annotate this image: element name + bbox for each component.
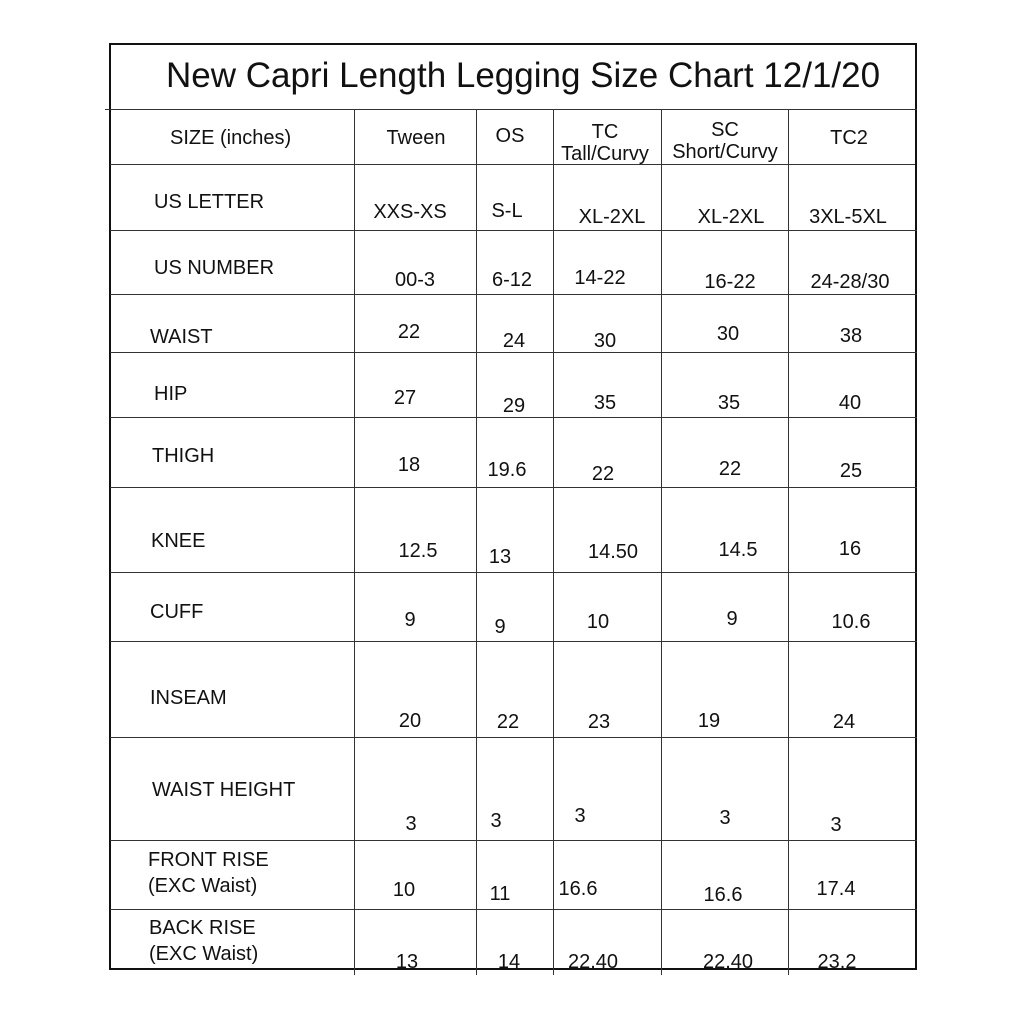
row-label: US NUMBER xyxy=(154,257,275,279)
table-cell: 10 xyxy=(392,879,416,901)
row-label-line2: (EXC Waist) xyxy=(149,943,259,965)
row-label: KNEE xyxy=(151,530,206,552)
table-cell: 14.5 xyxy=(718,539,758,561)
row-divider xyxy=(110,909,917,910)
table-cell: 20 xyxy=(398,710,422,732)
row-divider xyxy=(110,737,917,738)
column-divider xyxy=(354,110,355,975)
table-cell: 25 xyxy=(839,460,863,482)
table-cell: XXS-XS xyxy=(373,201,447,223)
column-divider xyxy=(661,110,662,975)
column-header-tween: Tween xyxy=(386,127,446,149)
row-label: INSEAM xyxy=(150,687,227,709)
table-cell: 00-3 xyxy=(394,269,436,291)
column-divider xyxy=(476,110,477,975)
table-cell: 9 xyxy=(404,609,416,631)
row-divider xyxy=(110,352,917,353)
table-cell: 14-22 xyxy=(574,267,626,289)
row-label-line1: FRONT RISE xyxy=(148,849,269,871)
row-divider xyxy=(110,487,917,488)
column-header-tc xyxy=(561,121,649,165)
table-cell: 24 xyxy=(502,330,526,352)
table-cell: XL-2XL xyxy=(697,206,765,228)
table-cell: 22.40 xyxy=(702,951,754,973)
table-cell: 38 xyxy=(839,325,863,347)
table-cell: 22.40 xyxy=(567,951,619,973)
row-divider xyxy=(110,840,917,841)
table-cell: 40 xyxy=(838,392,862,414)
table-cell: 22 xyxy=(591,463,615,485)
row-label xyxy=(148,849,269,897)
size-chart-frame xyxy=(109,43,917,973)
row-divider xyxy=(110,417,917,418)
table-cell: 17.4 xyxy=(816,878,856,900)
table-cell: 3 xyxy=(490,810,502,832)
column-header-sc xyxy=(672,119,778,163)
table-cell: 3 xyxy=(405,813,417,835)
table-cell: 3XL-5XL xyxy=(809,206,887,228)
table-cell: 9 xyxy=(494,616,506,638)
header-divider xyxy=(110,164,915,165)
column-divider xyxy=(788,110,789,975)
table-cell: 3 xyxy=(719,807,731,829)
table-cell: 23.2 xyxy=(817,951,857,973)
title-divider xyxy=(105,109,917,110)
table-cell: 22 xyxy=(397,321,421,343)
table-cell: 24-28/30 xyxy=(810,271,890,293)
table-cell: 16.6 xyxy=(703,884,743,906)
table-cell: 27 xyxy=(393,387,417,409)
table-cell: 35 xyxy=(593,392,617,414)
table-cell: 30 xyxy=(716,323,740,345)
row-label: CUFF xyxy=(150,601,204,623)
table-cell: 6-12 xyxy=(491,269,533,291)
column-header-tc-line2: Tall/Curvy xyxy=(561,143,649,165)
table-cell: 14 xyxy=(497,951,521,973)
row-label: WAIST xyxy=(150,326,213,348)
row-divider xyxy=(110,572,917,573)
table-cell: 19.6 xyxy=(487,459,527,481)
table-cell: 29 xyxy=(502,395,526,417)
table-cell: S-L xyxy=(491,200,523,222)
row-label: WAIST HEIGHT xyxy=(152,779,296,801)
row-label: HIP xyxy=(154,383,188,405)
table-cell: XL-2XL xyxy=(578,206,646,228)
chart-title: New Capri Length Legging Size Chart 12/1/20 xyxy=(166,56,881,95)
table-cell: 3 xyxy=(574,805,586,827)
table-cell: 23 xyxy=(587,711,611,733)
table-cell: 18 xyxy=(397,454,421,476)
row-divider xyxy=(110,294,917,295)
table-cell: 16.6 xyxy=(558,878,598,900)
row-label-line1: BACK RISE xyxy=(149,917,256,939)
size-column-header: SIZE (inches) xyxy=(170,127,292,149)
table-cell: 16-22 xyxy=(704,271,756,293)
table-cell: 12.5 xyxy=(398,540,438,562)
table-cell: 3 xyxy=(830,814,842,836)
table-cell: 9 xyxy=(726,608,738,630)
table-cell: 35 xyxy=(717,392,741,414)
row-label: THIGH xyxy=(152,445,215,467)
row-label xyxy=(149,917,258,965)
row-label-line2: (EXC Waist) xyxy=(148,875,258,897)
column-header-tc2: TC2 xyxy=(830,127,868,149)
table-cell: 24 xyxy=(832,711,856,733)
table-cell: 22 xyxy=(496,711,520,733)
table-cell: 10 xyxy=(586,611,610,633)
table-cell: 13 xyxy=(395,951,419,973)
column-header-sc-line1: SC xyxy=(711,119,739,141)
column-divider xyxy=(553,110,554,975)
table-cell: 16 xyxy=(838,538,862,560)
row-divider xyxy=(110,641,917,642)
table-cell: 11 xyxy=(489,883,511,905)
column-header-tc-line1: TC xyxy=(591,121,619,143)
table-cell: 30 xyxy=(593,330,617,352)
row-divider xyxy=(110,230,917,231)
table-cell: 10.6 xyxy=(831,611,871,633)
column-header-sc-line2: Short/Curvy xyxy=(672,141,778,163)
column-header-os: OS xyxy=(495,125,525,147)
row-label: US LETTER xyxy=(154,191,265,213)
table-cell: 22 xyxy=(718,458,742,480)
table-cell: 14.50 xyxy=(587,541,639,563)
table-cell: 19 xyxy=(697,710,721,732)
table-cell: 13 xyxy=(488,546,512,568)
